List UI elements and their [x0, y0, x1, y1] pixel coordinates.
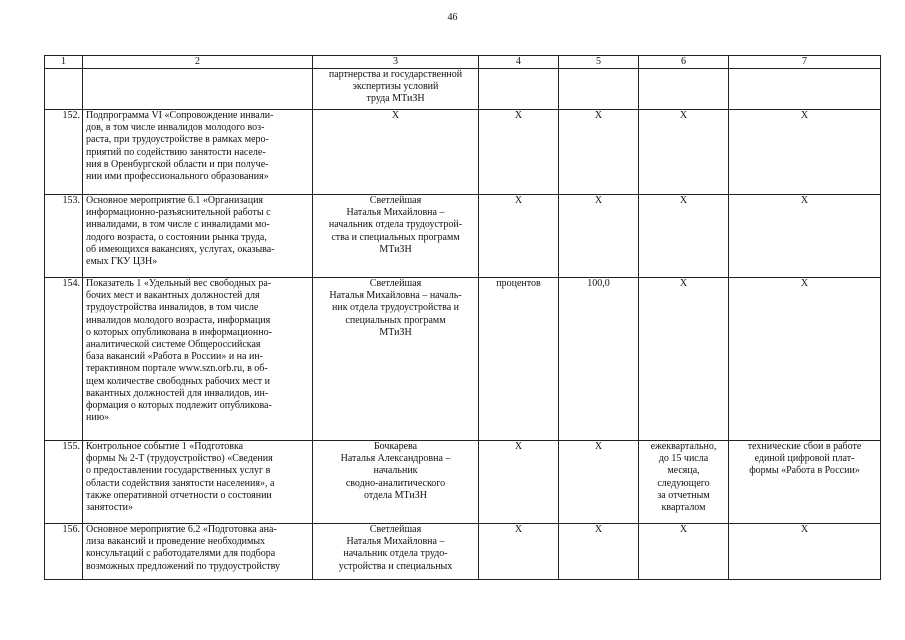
- row-deadline: X: [639, 195, 729, 278]
- row-description: Контрольное событие 1 «Подготовка формы № 2-Т (трудоустройство) «Сведения о предоставлении государственных услуг в области содействия занятости населения», а также оперативной отчетности о состоянии занятости»: [83, 441, 313, 524]
- row-value: 100,0: [559, 278, 639, 441]
- row-description: Основное мероприятие 6.2 «Подготовка ана- лиза вакансий и проведение необходимых консультаций с работодателями для подбора возможных предложений по трудоустройству: [83, 524, 313, 580]
- row-deadline: X: [639, 110, 729, 195]
- row-deadline: X: [639, 524, 729, 580]
- row-description: Показатель 1 «Удельный вес свободных ра- бочих мест и вакантных должностей для трудоустройства инвалидов, в том числе инвалидов молодого возраста, информация о которых опубликована в информационно- аналитической системе Общероссийская база вакансий «Работа в России» и на ин- терактивном портале www.szn.orb.ru, в об- щем количестве свободных рабочих мест и вакантных должностей для инвалидов, ин- формация о которых подлежит опубликова- нию»: [83, 278, 313, 441]
- row-risks: X: [729, 524, 881, 580]
- row-number: 156.: [45, 524, 83, 580]
- column-header: 7: [729, 56, 881, 69]
- row-risks: [729, 69, 881, 110]
- row-deadline: ежеквартально, до 15 числа месяца, следующего за отчетным кварталом: [639, 441, 729, 524]
- table-row: [45, 110, 881, 195]
- row-value: X: [559, 110, 639, 195]
- row-number: 154.: [45, 278, 83, 441]
- row-number: 153.: [45, 195, 83, 278]
- row-deadline: X: [639, 278, 729, 441]
- row-risks: X: [729, 195, 881, 278]
- table-row: [45, 441, 881, 524]
- row-risks: технические сбои в работе единой цифровой плат- формы «Работа в России»: [729, 441, 881, 524]
- row-description: Подпрограмма VI «Сопровождение инвали- дов, в том числе инвалидов молодого воз- раста, при трудоустройстве в рамках меро- приятий по содействию занятости населе- ния в Оренбургской области и при получе- нии ими профессионального образования»: [83, 110, 313, 195]
- row-unit: X: [479, 110, 559, 195]
- row-risks: X: [729, 110, 881, 195]
- table-row: [45, 524, 881, 580]
- row-unit: X: [479, 195, 559, 278]
- row-responsible: Светлейшая Наталья Михайловна – начальник отдела трудо- устройства и специальных: [313, 524, 479, 580]
- row-responsible: X: [313, 110, 479, 195]
- plan-table: [44, 55, 881, 580]
- row-description: [83, 69, 313, 110]
- row-value: X: [559, 524, 639, 580]
- page-number: 46: [447, 12, 458, 23]
- row-unit: X: [479, 524, 559, 580]
- row-risks: X: [729, 278, 881, 441]
- row-responsible: партнерства и государственной экспертизы условий труда МТиЗН: [313, 69, 479, 110]
- row-number: 152.: [45, 110, 83, 195]
- column-header: 5: [559, 56, 639, 69]
- column-header: 6: [639, 56, 729, 69]
- column-header: 3: [313, 56, 479, 69]
- column-header: 2: [83, 56, 313, 69]
- row-number: [45, 69, 83, 110]
- row-unit: X: [479, 441, 559, 524]
- row-value: [559, 69, 639, 110]
- column-header: 1: [45, 56, 83, 69]
- row-responsible: Светлейшая Наталья Михайловна – началь- ник отдела трудоустройства и специальных программ МТиЗН: [313, 278, 479, 441]
- row-number: 155.: [45, 441, 83, 524]
- row-value: X: [559, 441, 639, 524]
- row-unit: процентов: [479, 278, 559, 441]
- row-description: Основное мероприятие 6.1 «Организация информационно-разъяснительной работы с инвалидами, в том числе с инвалидами мо- лодого возраста, о состоянии рынка труда, об имеющихся вакансиях, услугах, оказыва- емых ГКУ ЦЗН»: [83, 195, 313, 278]
- table-row: [45, 278, 881, 441]
- row-responsible: Светлейшая Наталья Михайловна – начальник отдела трудоустрой- ства и специальных программ МТиЗН: [313, 195, 479, 278]
- row-unit: [479, 69, 559, 110]
- row-deadline: [639, 69, 729, 110]
- column-header: 4: [479, 56, 559, 69]
- column-number-row: [45, 56, 881, 69]
- row-value: X: [559, 195, 639, 278]
- table-row: [45, 69, 881, 110]
- row-responsible: Бочкарева Наталья Александровна – начальник сводно-аналитического отдела МТиЗН: [313, 441, 479, 524]
- table-row: [45, 195, 881, 278]
